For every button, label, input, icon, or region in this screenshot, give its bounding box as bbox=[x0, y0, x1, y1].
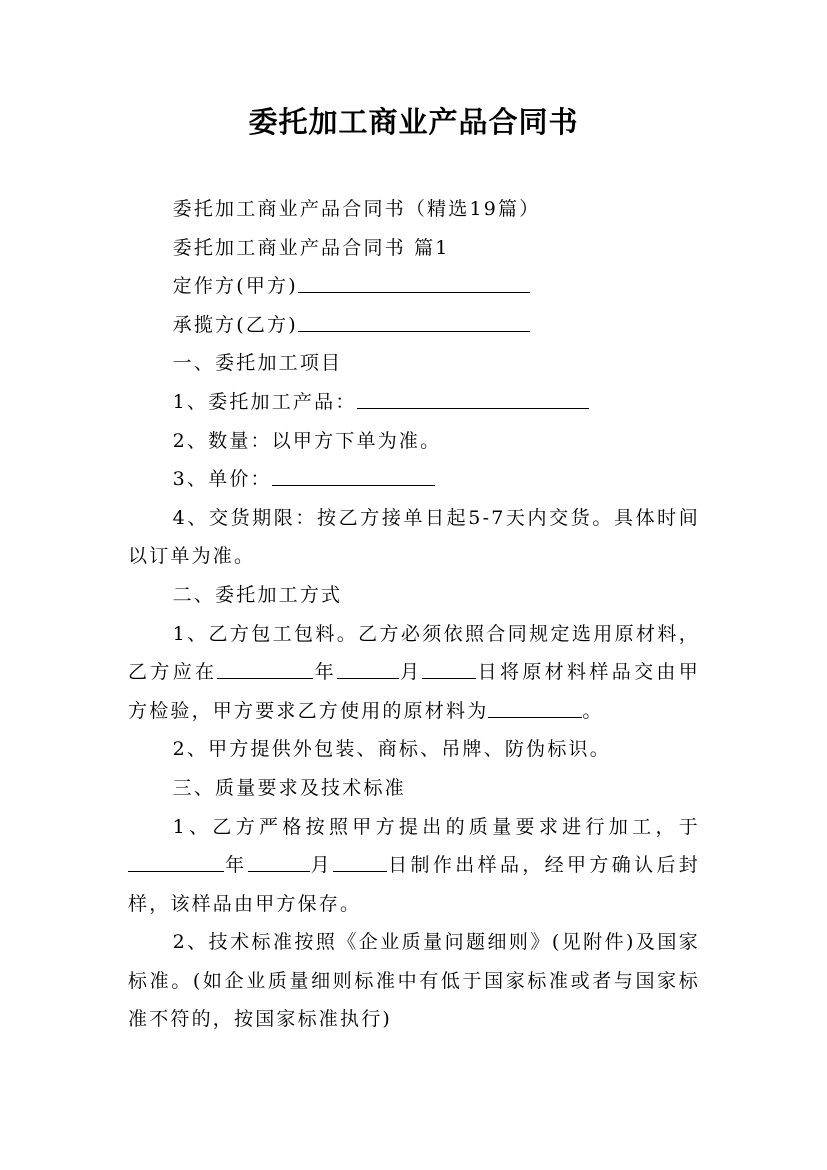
item-3-1 bbox=[128, 808, 700, 924]
item-2-1-end: 。 bbox=[582, 699, 604, 722]
party-a-label: 定作方(甲方) bbox=[172, 275, 298, 298]
item-3-1-part-d: 日制作出样品，经甲方确认后封样，该样品由甲方保存。 bbox=[128, 854, 700, 915]
item-3-1-year: 年 bbox=[224, 854, 248, 877]
party-b-blank bbox=[298, 313, 530, 332]
document-title: 委托加工商业产品合同书 bbox=[248, 105, 579, 139]
item-3-2: 2、技术标准按照《企业质量问题细则》(见附件)及国家标准。(如企业质量细则标准中有低于国家标准或者与国家标准不符的，按国家标准执行) bbox=[128, 931, 700, 1031]
subtitle-line: 委托加工商业产品合同书（精选19篇） bbox=[172, 198, 541, 220]
item-1-1-label: 1、委托加工产品： bbox=[172, 390, 357, 413]
item-2-1-part-d: 日将原材料样品交由甲方检验，甲方要求乙方使用的原材料为 bbox=[128, 661, 700, 722]
product-blank bbox=[357, 390, 589, 409]
year-blank bbox=[217, 660, 313, 679]
item-2-1-year: 年 bbox=[313, 661, 337, 684]
price-blank bbox=[272, 467, 435, 486]
item-3-1-part-a: 1、乙方严格按照甲方提出的质量要求进行加工，于 bbox=[172, 815, 700, 838]
item-1-1 bbox=[128, 383, 700, 422]
material-blank bbox=[488, 699, 582, 718]
item-1-3 bbox=[128, 460, 700, 499]
item-2-1 bbox=[128, 615, 700, 731]
day-blank bbox=[422, 660, 476, 679]
party-b-line bbox=[128, 306, 700, 345]
party-a-blank bbox=[298, 274, 530, 293]
item-1-2: 2、数量：以甲方下单为准。 bbox=[172, 429, 442, 452]
item-1-3-label: 3、单价： bbox=[172, 468, 272, 491]
item-2-1-month: 月 bbox=[398, 661, 423, 684]
party-a-line bbox=[128, 267, 700, 306]
document-body bbox=[128, 190, 700, 1039]
year-blank-2 bbox=[128, 853, 224, 872]
section-1-heading: 一、委托加工项目 bbox=[172, 352, 343, 375]
section-2-heading: 二、委托加工方式 bbox=[172, 583, 343, 606]
item-3-1-month: 月 bbox=[309, 854, 334, 877]
item-1-4: 4、交货期限：按乙方接单日起5-7天内交货。具体时间以订单为准。 bbox=[128, 506, 700, 568]
party-b-label: 承揽方(乙方) bbox=[172, 313, 298, 336]
item-2-2: 2、甲方提供外包装、商标、吊牌、防伪标识。 bbox=[172, 738, 611, 761]
month-blank bbox=[337, 660, 399, 679]
section-3-heading: 三、质量要求及技术标准 bbox=[172, 776, 406, 799]
day-blank-2 bbox=[333, 853, 387, 872]
chapter-heading: 委托加工商业产品合同书 篇1 bbox=[172, 236, 450, 259]
month-blank-2 bbox=[248, 853, 310, 872]
item-2-1-part-a: 1、乙方包工包料。乙方必须依照合同规定选用原材料，乙方应在 bbox=[128, 622, 700, 684]
